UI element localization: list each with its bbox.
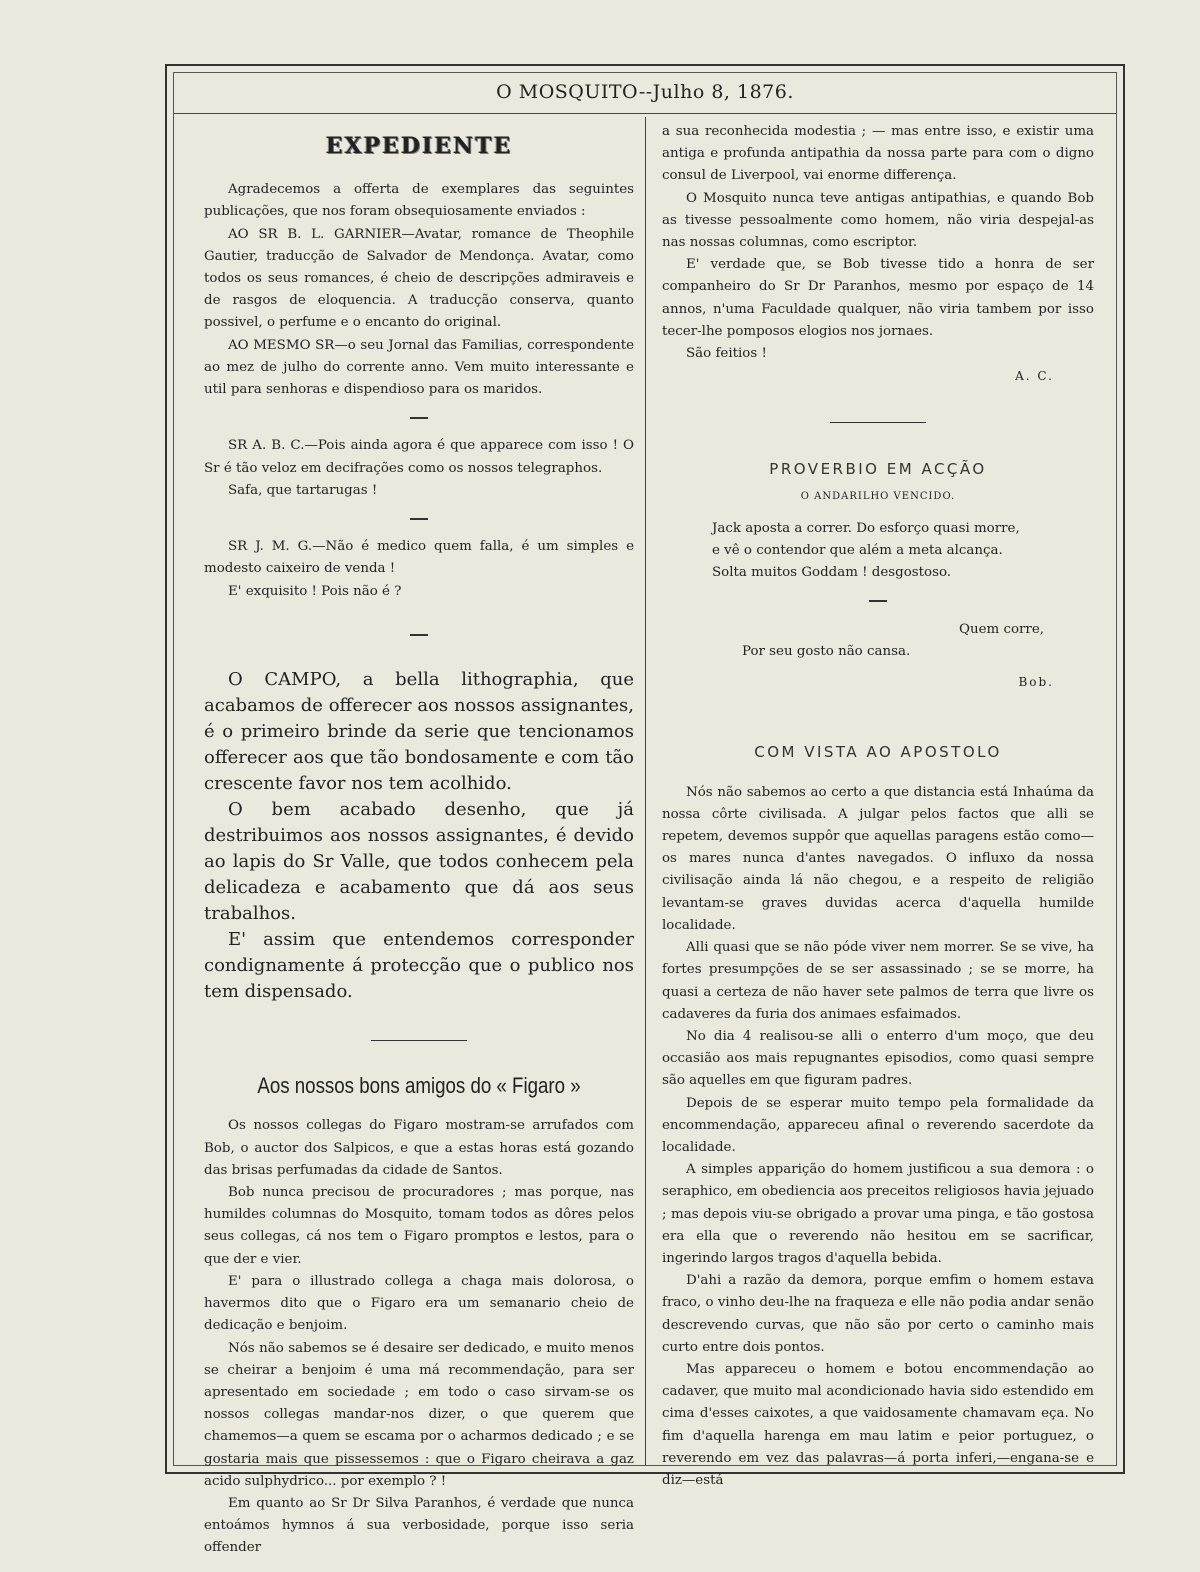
paragraph: No dia 4 realisou-se alli o enterro d'um moço, que deu occasião aos mais repugnantes episodios, como quasi sempre são aquelles em que figuram padres.	[662, 1028, 1094, 1089]
verse-line: Por seu gosto não cansa.	[742, 644, 911, 660]
signature-ac: A. C.	[1015, 369, 1054, 384]
paragraph: Os nossos collegas do Figaro mostram-se arrufados com Bob, o auctor dos Salpicos, e que a estas horas está gozando das brisas perfumadas da cidade de Santos.	[204, 1118, 634, 1178]
paragraph-large: O CAMPO, a bella lithographia, que acabamos de offerecer aos nossos assignantes, é o primeiro brinde da serie que tencionamos offerecer aos que tão bondosamente e com tão crescente favor nos tem acolhido.	[204, 669, 634, 795]
paragraph: Nós não sabemos se é desaire ser dedicado, e muito menos se cheirar a benjoim é uma má recommendação, para ser apresentado em sociedade ; em todo o caso sirvam-se os nossos collegas mandar-nos dizer, o que querem que chamemos—a quem se escama por o acharmos dedicado ; e se gostaria mais que pissessemos : que o Figaro cheirava a gaz acido sulphydrico... por exemplo ? !	[204, 1340, 634, 1489]
divider-dash	[204, 407, 634, 429]
section-separator	[204, 1027, 634, 1049]
paragraph: A simples apparição do homem justificou a sua demora : o seraphico, em obediencia aos preceitos religiosos havia jejuado ; mas depois viu-se obrigado a provar uma pinga, e tão gostosa era ella que o reverendo não hesitou em se sacrificar, ingerindo largos tragos d'aquella bebida.	[662, 1162, 1094, 1266]
paragraph: E' verdade que, se Bob tivesse tido a honra de ser companheiro do Sr Dr Paranhos, mesmo por espaço de 14 annos, n'uma Faculdade qualquer, não viria tambem por isso tecer-lhe pomposos elogios nos jornaes.	[662, 257, 1094, 339]
paragraph: Bob nunca precisou de procuradores ; mas porque, nas humildes columnas do Mosquito, tomam todos as dôres pelos seus collegas, cá nos tem o Figaro promptos e lestos, para o que der e vier.	[204, 1185, 634, 1267]
signature-bob: Bob.	[1018, 675, 1054, 690]
paragraph: Safa, que tartarugas !	[228, 482, 378, 498]
paragraph: E' exquisito ! Pois não é ?	[228, 583, 402, 599]
figaro-heading: Aos nossos bons amigos do « Figaro »	[257, 1073, 581, 1099]
right-column	[662, 121, 1094, 1492]
section-separator	[662, 409, 1094, 431]
verse-line: e vê o contendor que além a meta alcança.	[712, 543, 1003, 559]
paragraph: AO MESMO SR—o seu Jornal das Familias, correspondente ao mez de julho do corrente anno. Vem muito interessante e util para senhoras e dispendioso para os maridos.	[204, 337, 634, 398]
paragraph-large: O bem acabado desenho, que já destribuimos aos nossos assignantes, é devido ao lapis do Sr Valle, que todos conhecem pela delicadeza e acabamento que dá aos seus trabalhos.	[204, 799, 634, 925]
left-column	[204, 121, 634, 1560]
paragraph: Agradecemos a offerta de exemplares das seguintes publicações, que nos foram obsequiosamente enviados :	[204, 182, 634, 220]
paragraph: Nós não sabemos ao certo a que distancia está Inhaúma da nossa côrte civilisada. A julgar pelos factos que alli se repetem, devemos suppôr que aquellas paragens estão como—os mares nunca d'antes navegados. O influxo da nossa civilisação ainda lá não chegou, e a respeito de religião levantam-se graves duvidas acerca d'aquella humilde localidade.	[662, 784, 1094, 933]
divider-dash	[662, 591, 1094, 613]
divider-dash	[204, 625, 634, 647]
paragraph: a sua reconhecida modestia ; — mas entre isso, e existir uma antiga e profunda antipathia da nossa parte para com o digno consul de Liverpool, vai enorme differença.	[662, 124, 1094, 184]
masthead: O MOSQUITO--Julho 8, 1876.	[496, 81, 794, 103]
apostolo-heading: COM VISTA AO APOSTOLO	[754, 743, 1002, 762]
paragraph: São feitios !	[686, 346, 767, 362]
inner-frame	[173, 72, 1117, 1556]
paragraph: Mas appareceu o homem e botou encommendação ao cadaver, que muito mal acondicionado havia sido estendido em cima d'esses caixotes, a que vaidosamente chamavam eça. No fim d'aquella harenga em mau latim e peior portuguez, o reverendo em vez das palavras—á porta inferi,—engana-se e diz—está	[662, 1361, 1094, 1488]
verse-line: Solta muitos Goddam ! desgostoso.	[712, 565, 952, 581]
page-frame	[165, 64, 1125, 1556]
paragraph: AO SR B. L. GARNIER—Avatar, romance de Theophile Gautier, traducção de Salvador de Mendonça. Avatar, como todos os seus romances, é cheio de descripções admiraveis e de rasgos de eloquencia. A traducção conserva, quanto possivel, o perfume e o encanto do original.	[204, 226, 634, 331]
paragraph: Alli quasi que se não póde viver nem morrer. Se se vive, ha fortes presumpções de se ser assassinado ; se se morre, ha quasi a certeza de não haver sete palmos de terra que livre os cadaveres da furia dos animaes esfaimados.	[662, 940, 1094, 1022]
proverbio-subtitle: O ANDARILHO VENCIDO.	[800, 490, 956, 502]
verse-line: Jack aposta a correr. Do esforço quasi morre,	[712, 521, 1020, 537]
paragraph: Depois de se esperar muito tempo pela formalidade da encommendação, appareceu afinal o reverendo sacerdote da localidade.	[662, 1095, 1094, 1155]
paragraph: O Mosquito nunca teve antigas antipathias, e quando Bob as tivesse pessoalmente como homem, não viria despejal-as nas nossas columnas, como escriptor.	[662, 190, 1094, 251]
masthead-rule	[174, 113, 1116, 114]
paragraph: D'ahi a razão da demora, porque emfim o homem estava fraco, o vinho deu-lhe na fraqueza e elle não podia andar senão descrevendo curvas, que não são por certo o caminho mais curto entre dois pontos.	[662, 1273, 1094, 1355]
paragraph: SR J. M. G.—Não é medico quem falla, é um simples e modesto caixeiro de venda !	[204, 539, 634, 577]
divider-dash	[204, 508, 634, 530]
verse-line: Quem corre,	[958, 621, 1044, 637]
proverbio-heading: PROVERBIO EM ACÇÃO	[769, 459, 987, 478]
paragraph: E' para o illustrado collega a chaga mais dolorosa, o havermos dito que o Figaro era um semanario cheio de dedicação e benjoim.	[204, 1273, 634, 1334]
expediente-heading: EXPEDIENTE	[325, 133, 513, 159]
paragraph-large: E' assim que entendemos corresponder condignamente á protecção que o publico nos tem dispensado.	[204, 929, 634, 1003]
paragraph: Em quanto ao Sr Dr Silva Paranhos, é verdade que nunca entoámos hymnos á sua verbosidade, porque isso seria offender	[204, 1495, 634, 1556]
paragraph: SR A. B. C.—Pois ainda agora é que apparece com isso ! O Sr é tão veloz em decifrações como os nossos telegraphos.	[204, 438, 634, 476]
column-divider	[645, 117, 646, 1465]
